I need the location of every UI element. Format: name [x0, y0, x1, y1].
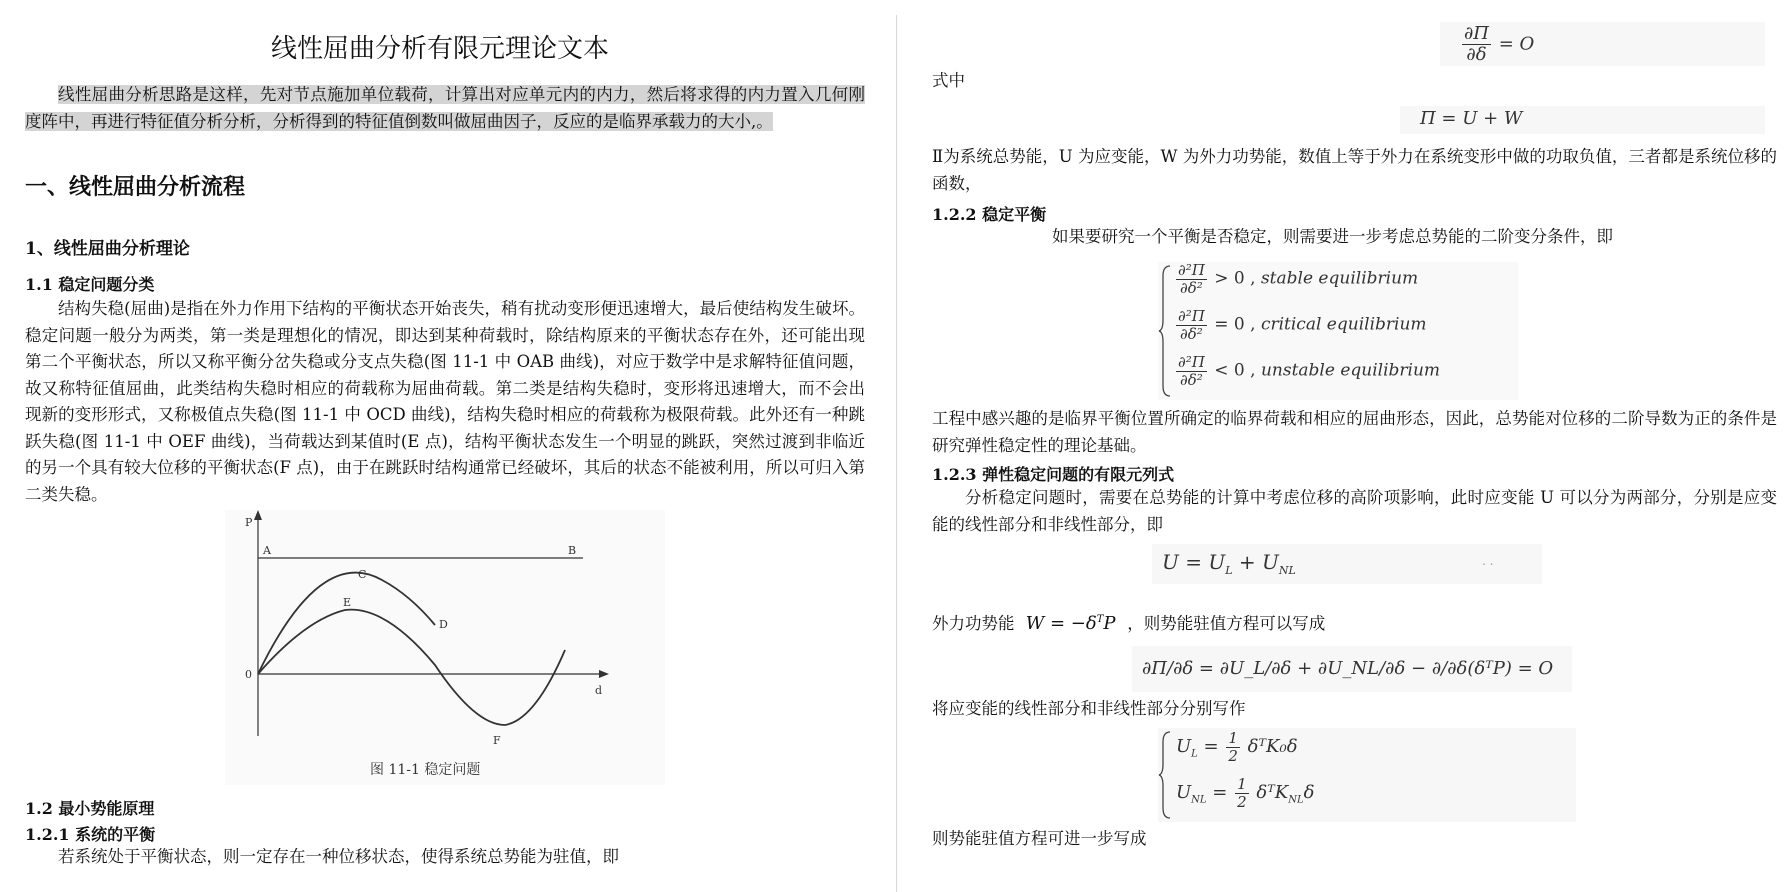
eq-top-rhs: = O	[1498, 33, 1535, 55]
label-c: C	[358, 568, 367, 581]
stable-equilibrium-paragraph: 如果要研究一个平衡是否稳定，则需要进一步考虑总势能的二阶变分条件，即	[1052, 227, 1613, 246]
eq-unl-frac-num: 1	[1237, 775, 1247, 793]
case-unstable	[1174, 354, 1440, 388]
text-shizhong: 式中	[932, 71, 965, 90]
eq-w-text: W = −δ	[1025, 613, 1097, 634]
equation-second-variation	[1158, 262, 1518, 400]
case-unstable-rel: < 0 ,	[1214, 360, 1256, 381]
case-critical-rel: = 0 ,	[1214, 314, 1256, 335]
external-work-suffix: ，则势能驻值方程可以写成	[1127, 614, 1326, 633]
figure-11-1	[225, 510, 665, 785]
case-unstable-text: unstable equilibrium	[1260, 360, 1441, 381]
eq-ul-frac-den: 2	[1228, 746, 1238, 765]
eq-ul-sub: L	[1191, 748, 1198, 760]
eq-unl-sub: NL	[1191, 794, 1207, 806]
eq-top-num: ∂Π	[1464, 23, 1490, 44]
p-axis-arrow	[254, 510, 262, 520]
eq-u-dots: . .	[1482, 554, 1494, 568]
eq-unl-rhs: δᵀK	[1256, 782, 1289, 803]
label-a: A	[263, 544, 271, 557]
case-critical-text: critical equilibrium	[1260, 314, 1427, 335]
case-critical-num: ∂²Π	[1178, 307, 1205, 325]
section-heading-1: 一、线性屈曲分析流程	[25, 174, 246, 200]
subsection-heading-1-2-1: 1.2.1 系统的平衡	[25, 825, 156, 844]
eq-u-plus: + U	[1232, 550, 1279, 574]
label-d-axis: d	[595, 684, 603, 697]
eq-pi-text: Π = U + W	[1420, 108, 1523, 129]
intro-paragraph	[25, 82, 865, 135]
split-strain-energy-text: 将应变能的线性部分和非线性部分分别写作	[932, 699, 1246, 718]
stability-curves-diagram	[225, 510, 665, 785]
eq-ul-frac-num: 1	[1228, 729, 1238, 747]
eq-u-sub2: NL	[1278, 564, 1296, 577]
eq-u-sub1: L	[1225, 564, 1233, 577]
eq-unl-frac-den: 2	[1237, 792, 1247, 811]
equation-stationary	[1440, 22, 1765, 66]
case-critical-den: ∂δ²	[1180, 324, 1203, 343]
matrix-brace	[1158, 730, 1172, 820]
page-divider	[896, 15, 897, 892]
label-p: P	[245, 516, 253, 529]
case-stable-den: ∂δ²	[1180, 278, 1203, 297]
eq-ul-mid: =	[1203, 736, 1225, 757]
equation-strain-energy-split	[1152, 544, 1542, 584]
label-d: D	[439, 618, 448, 631]
eq-top-den: ∂δ	[1466, 43, 1487, 65]
eq-u-lhs: U = U	[1162, 550, 1226, 574]
case-stable-num: ∂²Π	[1178, 261, 1205, 279]
case-brace	[1158, 264, 1172, 398]
final-paragraph: 则势能驻值方程可进一步写成	[932, 829, 1147, 848]
section-heading-1-1: 1、线性屈曲分析理论	[25, 239, 190, 259]
eq-unl	[1176, 776, 1314, 810]
equation-pi	[1400, 106, 1765, 134]
label-f: F	[493, 734, 501, 747]
eq-stat-text: ∂Π/∂δ = ∂U_L/∂δ + ∂U_NL/∂δ − ∂/∂δ(δᵀP) = O	[1142, 658, 1554, 679]
eq-unl-rend: δ	[1303, 782, 1315, 803]
label-b: B	[568, 544, 577, 557]
left-page	[0, 0, 880, 892]
equation-strain-energy-matrices	[1158, 728, 1576, 822]
subsection-heading-1-2: 1.2 最小势能原理	[25, 799, 155, 818]
eq-ul	[1176, 730, 1298, 764]
equilibrium-paragraph: 若系统处于平衡状态，则一定存在一种位移状态，使得系统总势能为驻值，即	[58, 847, 619, 866]
eq-ul-lhs: U	[1176, 736, 1192, 757]
intro-highlighted-text: 线性屈曲分析思路是这样，先对节点施加单位载荷，计算出对应单元内的内力，然后将求得的内力置入几何刚度阵中，再进行特征值分析分析，分析得到的特征值倒数叫做屈曲因子，反应的是临界承载力的大小,。	[25, 85, 865, 131]
case-unstable-num: ∂²Π	[1178, 353, 1205, 371]
potential-energy-paragraph: Ⅱ为系统总势能，U 为应变能，W 为外力功势能，数值上等于外力在系统变形中做的功取负值，三者都是系统位移的函数，	[932, 147, 1777, 193]
label-e: E	[343, 596, 352, 609]
right-page	[920, 0, 1780, 892]
case-stable-rel: > 0 ,	[1214, 268, 1256, 289]
label-origin: 0	[245, 668, 252, 681]
case-unstable-den: ∂δ²	[1180, 370, 1203, 389]
external-work-line	[932, 607, 1325, 638]
case-stable-text: stable equilibrium	[1260, 268, 1419, 289]
equation-stationary-expanded	[1132, 646, 1572, 692]
fem-formulation-paragraph: 分析稳定问题时，需要在总势能的计算中考虑位移的高阶项影响，此时应变能 U 可以分为两部分，分别是应变能的线性部分和非线性部分，即	[932, 488, 1777, 534]
document-title: 线性屈曲分析有限元理论文本	[270, 34, 609, 64]
external-work-prefix: 外力功势能	[932, 614, 1015, 633]
d-axis-arrow	[599, 670, 609, 678]
subsection-heading-1-2-2: 1.2.2 稳定平衡	[932, 205, 1047, 224]
stability-classification-paragraph: 结构失稳(屈曲)是指在外力作用下结构的平衡状态开始丧失，稍有扰动变形便迅速增大，最后使结构发生破坏。稳定问题一般分为两类，第一类是理想化的情况，即达到某种荷载时，除结构原来的平衡状态存在外，还可能出现第二个平衡状态，所以又称平衡分岔失稳或分支点失稳(图 11-1 中 OAB 曲线)，对应于数学中是求解特征值问题，故又称特征值屈曲，此类结构失稳时相应的荷载称为屈曲荷载。第二类是结构失稳时，变形将迅速增大，而不会出现新的变形形式，又称极值点失稳(图 11-1 中 OCD 曲线)，结构失稳时相应的荷载称为极限荷载。此外还有一种跳跃失稳(图 11-1 中 OEF 曲线)，当荷载达到某值时(E 点)，结构平衡状态发生一个明显的跳跃，突然过渡到非临近的另一个具有较大位移的平衡状态(F 点)，由于在跳跃时结构通常已经破坏，其后的状态不能被利用，所以可归入第二类失稳。	[25, 299, 865, 504]
eq-unl-lhs: U	[1176, 782, 1192, 803]
curve-ocd	[258, 573, 435, 674]
subsection-heading-1-2-3: 1.2.3 弹性稳定问题的有限元列式	[932, 465, 1175, 484]
curve-oef	[258, 610, 565, 725]
critical-load-paragraph: 工程中感兴趣的是临界平衡位置所确定的临界荷载和相应的屈曲形态，因此，总势能对位移的二阶导数为正的条件是研究弹性稳定性的理论基础。	[932, 409, 1777, 455]
case-stable	[1174, 262, 1418, 296]
equation-w	[1026, 613, 1121, 634]
figure-caption: 图 11-1 稳定问题	[370, 762, 481, 778]
subsection-heading-1-1: 1.1 稳定问题分类	[25, 275, 155, 294]
eq-w-p: P	[1103, 613, 1116, 634]
case-critical	[1174, 308, 1427, 342]
eq-w-sup: T	[1096, 614, 1104, 625]
eq-unl-mid: =	[1212, 782, 1234, 803]
eq-unl-rsub: NL	[1288, 794, 1304, 806]
eq-ul-rhs: δᵀK₀δ	[1247, 736, 1298, 757]
